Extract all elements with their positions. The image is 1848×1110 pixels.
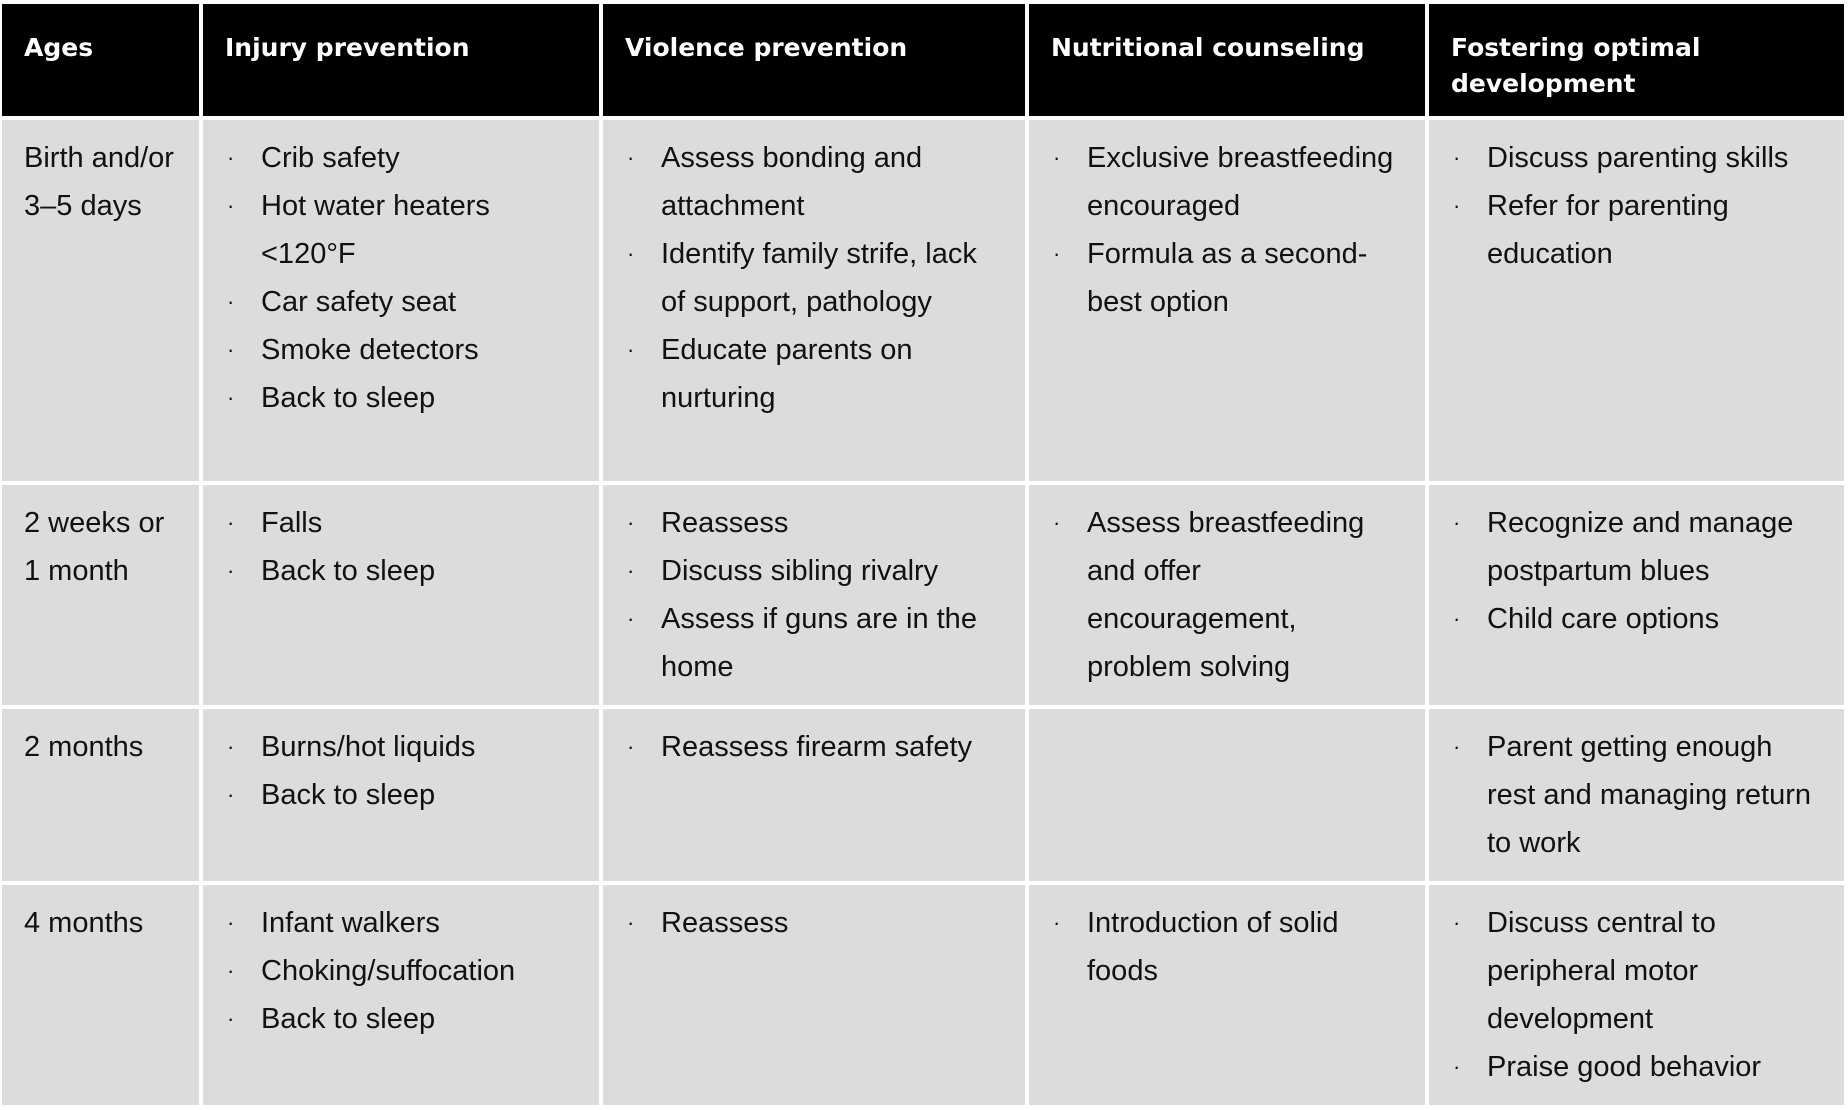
list-item-text: Car safety seat [261,286,457,318]
list-item-text: Assess if guns are in the home [661,603,977,683]
list-item [1451,723,1826,867]
bullet-list [225,723,581,819]
bullet-icon: · [1053,510,1061,535]
header-injury-prevention: Injury prevention [203,4,599,116]
list-item-text: Formula as a second-best option [1087,238,1368,318]
bullet-icon: · [1453,734,1461,759]
bullet-icon: · [1453,1054,1461,1079]
list-item [625,134,1007,230]
bullet-icon: · [1053,241,1061,266]
list-item-text: Reassess [661,507,789,539]
list-item-text: Discuss sibling rivalry [661,555,939,587]
list-item [625,326,1007,422]
injury-prevention-cell [203,485,599,705]
nutritional-counseling-cell [1029,485,1425,705]
list-item-text: Smoke detectors [261,334,479,366]
list-item [225,278,581,326]
fostering-development-cell [1429,885,1844,1105]
bullet-icon: · [227,958,235,983]
list-item [1051,134,1407,230]
list-item [1451,134,1826,182]
list-item [225,723,581,771]
nutritional-counseling-cell [1029,709,1425,881]
list-item [225,182,581,278]
bullet-icon: · [627,241,635,266]
bullet-list [1051,134,1407,326]
list-item-text: Identify family strife, lack of support, pathology [661,238,977,318]
list-item-text: Refer for parenting education [1487,190,1729,270]
list-item [625,723,1007,771]
bullet-list [1051,899,1407,995]
list-item-text: Discuss central to peripheral motor development [1487,907,1716,1035]
list-item [1451,182,1826,278]
list-item [225,547,581,595]
list-item [225,326,581,374]
age-label: 2 weeks or 1 month [24,507,165,587]
fostering-development-cell [1429,709,1844,881]
bullet-list [625,899,1007,947]
fostering-development-cell [1429,485,1844,705]
table-row [2,485,1844,705]
bullet-icon: · [227,145,235,170]
bullet-icon: · [227,289,235,314]
bullet-icon: · [627,606,635,631]
violence-prevention-cell [603,709,1025,881]
bullet-list [1051,499,1407,691]
list-item [225,134,581,182]
bullet-list [225,499,581,595]
header-ages: Ages [2,4,199,116]
header-nutritional-counseling: Nutritional counseling [1029,4,1425,116]
header-violence-prevention: Violence prevention [603,4,1025,116]
list-item-text: Burns/hot liquids [261,731,476,763]
bullet-icon: · [1053,910,1061,935]
nutritional-counseling-cell [1029,120,1425,481]
bullet-icon: · [1453,910,1461,935]
list-item-text: Back to sleep [261,382,436,414]
bullet-icon: · [227,734,235,759]
bullet-icon: · [627,558,635,583]
bullet-icon: · [227,193,235,218]
list-item-text: Back to sleep [261,1003,436,1035]
list-item-text: Crib safety [261,142,400,174]
list-item [225,947,581,995]
list-item-text: Praise good behavior [1487,1051,1762,1083]
list-item-text: Child care options [1487,603,1720,635]
list-item-text: Back to sleep [261,555,436,587]
injury-prevention-cell [203,885,599,1105]
violence-prevention-cell [603,885,1025,1105]
age-cell [2,885,199,1105]
bullet-list [225,899,581,1043]
list-item-text: Reassess [661,907,789,939]
list-item-text: Hot water heaters <120°F [261,190,490,270]
violence-prevention-cell [603,485,1025,705]
nutritional-counseling-cell [1029,885,1425,1105]
bullet-icon: · [227,1006,235,1031]
bullet-icon: · [1453,510,1461,535]
bullet-list [625,134,1007,422]
bullet-icon: · [227,558,235,583]
bullet-list [1451,723,1826,867]
header-row [2,4,1844,116]
list-item [225,374,581,422]
list-item [1451,899,1826,1043]
list-item-text: Educate parents on nurturing [661,334,913,414]
list-item-text: Exclusive breastfeeding encouraged [1087,142,1394,222]
list-item-text: Infant walkers [261,907,440,939]
table-row [2,709,1844,881]
header-fostering-development: Fostering optimal development [1429,4,1844,116]
bullet-icon: · [627,337,635,362]
bullet-icon: · [627,734,635,759]
age-label: 4 months [24,907,144,939]
bullet-list [225,134,581,422]
list-item [1051,499,1407,691]
bullet-list [625,499,1007,691]
list-item [1451,1043,1826,1091]
list-item [1451,499,1826,595]
list-item [1451,595,1826,643]
bullet-icon: · [1453,606,1461,631]
bullet-list [1451,899,1826,1091]
bullet-list [1451,499,1826,643]
list-item-text: Introduction of solid foods [1087,907,1339,987]
bullet-icon: · [627,145,635,170]
bullet-icon: · [227,385,235,410]
bullet-list [625,723,1007,771]
table-row [2,885,1844,1105]
bullet-icon: · [1053,145,1061,170]
bullet-icon: · [227,510,235,535]
list-item [625,595,1007,691]
list-item-text: Choking/suffocation [261,955,516,987]
age-cell [2,485,199,705]
violence-prevention-cell [603,120,1025,481]
list-item [1051,230,1407,326]
list-item-text: Recognize and manage postpartum blues [1487,507,1794,587]
injury-prevention-cell [203,709,599,881]
bullet-icon: · [227,782,235,807]
bullet-icon: · [227,337,235,362]
list-item-text: Parent getting enough rest and managing return to work [1487,731,1812,859]
list-item [625,899,1007,947]
age-label: Birth and/or 3–5 days [24,142,174,222]
list-item-text: Falls [261,507,323,539]
injury-prevention-cell [203,120,599,481]
list-item-text: Assess bonding and attachment [661,142,923,222]
age-cell [2,120,199,481]
fostering-development-cell [1429,120,1844,481]
bullet-icon: · [227,910,235,935]
list-item [625,547,1007,595]
list-item-text: Reassess firearm safety [661,731,973,763]
list-item [225,771,581,819]
bullet-icon: · [1453,145,1461,170]
list-item [1051,899,1407,995]
list-item [225,499,581,547]
bullet-icon: · [627,910,635,935]
list-item-text: Back to sleep [261,779,436,811]
bullet-list [1451,134,1826,278]
age-label: 2 months [24,731,144,763]
table-row [2,120,1844,481]
list-item [625,499,1007,547]
list-item [225,995,581,1043]
list-item-text: Discuss parenting skills [1487,142,1789,174]
age-cell [2,709,199,881]
list-item [625,230,1007,326]
bullet-icon: · [627,510,635,535]
bullet-icon: · [1453,193,1461,218]
list-item [225,899,581,947]
list-item-text: Assess breastfeeding and offer encouragement, problem solving [1087,507,1365,683]
